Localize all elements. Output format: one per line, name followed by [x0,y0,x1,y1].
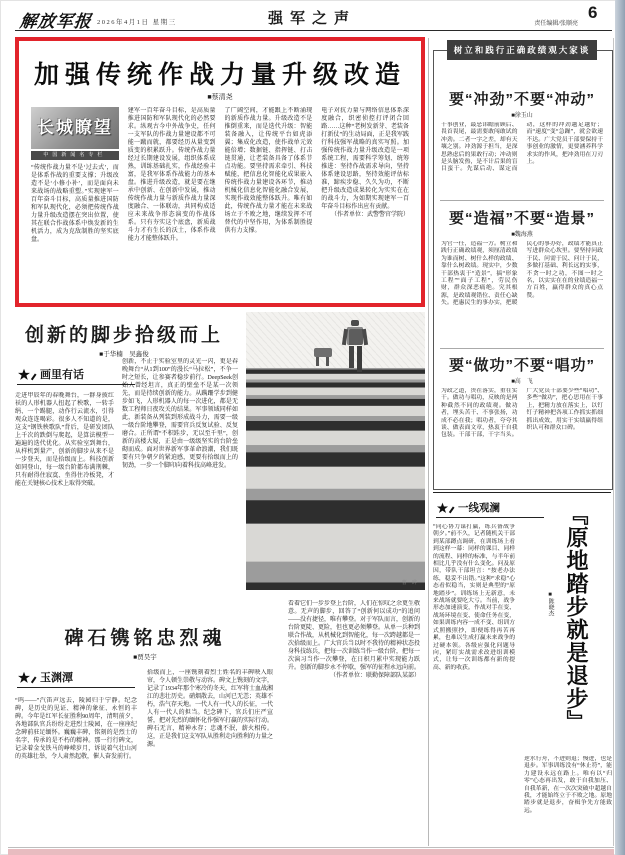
lead-body [31,107,409,295]
yixian-badge-label: 一线观澜 [458,502,500,514]
mid-continuation-column [288,600,420,844]
vertical-headline: 『原地踏步就是退步』 [564,503,589,733]
mid-continuation-text: 看着它们一步步登上台阶，人们在惊叹之余更生敬意。无声的脚步，回答了“创新何以成功”的追问——没有捷径，唯有攀登。对于军队而言，创新的台阶更陡、更险，但也更必须攀登。从单一兵种到联合作战，从机械化到智能化，每一次跨越都是一次拾级而上。广大官兵当以时不我待的精神状态投身科技练兵，把每一次训练当作一级台阶，把每一次演习当作一次攀登，在日积月累中实现能力跃升。创新的脚步永不停歇，强军的征程永远向前。 [288,601,420,671]
masthead-logo: 解放军报 [18,12,93,31]
bottom-article-author: ■贾昊宇 [133,654,157,661]
guandian-lower-column: 逆水行舟，不进则退；慢进，也是退步。军事训练没有“休止符”，能力建设永远在路上。唯有以“归零”心态再出发，敢于自我加压、自我革新，在一次次突破中超越自我，才能始终立于不败之地。原地踏步就是退步，奋楫争先方能致远。 [524,756,612,814]
robot-leg-right [357,346,362,372]
badge-slash-icon [31,676,36,683]
lead-author: ■蔡清尧 [207,93,233,101]
mid-article-headline: 创新的脚步拾级而上 [24,325,223,346]
rail-article-3-author: ■高 飞 [511,379,533,385]
lead-author-affiliation: （作者单位：武警警官学院） [330,212,409,218]
bottom-column-2: 拾级而上，一座镌刻着烈士姓名的丰碑映入眼帘，令人顿生崇敬与动容。碑文上镌刻的文字，记录了1934年那个寒冷的冬天，红军将士血战湘江的悲壮历史。硝烟散去，山河已无恙；英雄不朽，浩气存天地。一代人有一代人的长征，一代人有一代人的担当。纪念碑下，官兵们庄严宣誓，把对先烈的缅怀化作强军打赢的实际行动。碑石无言，精神永存；忠魂不泯，薪火相传。这，正是我们这支军队从胜利走向胜利的力量之源。 [147,670,273,748]
great-wall-column-logo [31,107,119,149]
robot-stairs-illustration [246,312,425,590]
guandian-left-column: “同心协力谋打赢，练兵备战争朝夕。”前不久，记者随机关干部到某部蹲点调研，在训练场上看到这样一幕：同样的课目、同样的流程、同样的标准，与半年前相比几乎没有什么变化。问及原因，带队干部坦言：“按老办法练，稳妥不出错。”这种“求稳”心态看似稳当，实则是典型的“原地踏步”。训练场上无新意，未来战场就要吃大亏。当前，战争形态加速演变，作战对手在变、战场环境在变、使命任务在变，如果训练内容一成不变、组训方式照搬照抄，即便练得再苦再累，也难以生成打赢未来战争的过硬本领。各级应强化问题导向，紧盯实战需求改进组训模式，让每一次训练都有新的提高、新的收获。 [433,524,515,671]
yuyuantan-badge [17,669,135,688]
badge-slash-icon [31,373,36,380]
robot-dog-leg-front [316,357,319,366]
header-rule [15,30,612,31]
publication-date: 2026年4月1日 星期三 [97,19,177,26]
lead-column-1-text: “传统作战力量不是‘过去式’，而是体系作战的重要支撑；升级改造不是‘小修小补’，而是面向未来战场的战略重塑。”实现建军一百年奋斗目标，高质量推进国防和军队现代化，必须把传统作战力量升级改造摆在突出位置，使其在联合作战体系中焕发新的生机活力，成为克敌制胜的坚实底盘。 [31,165,119,243]
star-icon [17,368,31,382]
robot-torso [347,327,363,345]
right-edge-rule [613,38,614,846]
lead-column-4-text: 电子对抗力量与网络信息体系深度融合，织密侦控打评闭合回路……这种“老树发新芽、老装备打新仗”的生动局面，正是我军践行科技强军战略的真实写照。加强传统作战力量升级改造是一项系统工程，需要科学筹划、统筹推进：坚持作战需求导向，坚持体系建设思路，坚持效能评估标准，蹄疾步稳、久久为功，不断把升级改造成果转化为实实在在的战斗力，为如期实现建军一百年奋斗目标作出应有贡献。 [321,108,409,210]
star-icon [17,671,31,685]
huali-badge-label: 画里有话 [40,369,84,381]
series-title-box: 树立和践行正确政绩观大家谈 [447,40,597,60]
badge-slash-icon [449,506,454,513]
lead-column-1 [31,107,119,295]
column-logo-subtitle: 中国新闻名专栏 [31,151,119,160]
yixian-guanlan-badge [436,500,544,518]
lead-headline: 加强传统作战力量升级改造 [33,61,406,89]
mid-column-right: 创新，不止于实验室里的灵光一闪，更是春晚舞台“从1到100”的漫长“马拉松”，不争一时之短长，让参赛者稳步前行。DeepSeek创始人曾经坦言，真正的壁垒不是某一次领先，而是持续创新的能力。从蹒跚学步到健步如飞，人形机器人的每一次进化，都是无数工程师日夜攻关的结果。军事领域同样如此，新装备从列装到形成战斗力，需要一级一级台阶地攀登，需要官兵反复试验、反复磨合。正所谓“不积跬步，无以至千里”，创新的高楼大厦，正是由一级级坚实的台阶垒砌而成。面对世界新军事革命浪潮，我们既要有只争朝夕的紧迫感，更要有拾级而上的韧劲，一步一个脚印向着科技高峰进发。 [122,359,238,469]
huali-youhua-badge [17,366,135,385]
column-separator-rule [428,38,429,846]
mid-article-authors: ■于华楠 吴鑫俊 [99,351,149,358]
vertical-headline-author: ■陈晓杰 [547,592,553,616]
rail-article-1-headline: 要“冲劲”不要“冲动” [448,91,595,108]
rail-article-divider-1 [440,200,604,201]
section-title: 强军之声 [267,10,356,27]
column-logo-title: 长城瞭望 [36,118,113,137]
robot-head [351,320,359,326]
lead-column-2: 建军一百年奋斗目标，是高质量推进国防和军队现代化的必然要求。纵观古今中外战争史，任何一支军队的作战力量建设都不可能一蹴而就，都要经历从量变到质变的积累跃升。传统作战力量经过长期建设发展，组织体系成熟，训练基础扎实，作战经验丰富，是我军体系作战能力的基本盘。推进升级改造，就是要在继承中创新、在创新中发展，推动传统作战力量与新质作战力量深度融合、一体联动，共同构成适应未来战争形态演变的作战体系。只有夯实这个底盘，新质战斗力才有生长的沃土，体系作战能力才能整体跃升。 [127,108,216,242]
humanoid-robot-figure [342,320,368,376]
mid-author-affiliation: （作者单位：联勤保障部队某部） [329,673,420,679]
robot-leg-left [349,346,354,368]
illustration-signature: 曹 晔 [401,581,419,586]
star-icon [436,502,449,515]
adjacent-page-edge [615,0,625,855]
lead-column-3: 了广阔空间，才能跟上不断涌现的新质作战力量。升级改造不是推倒重来，而是迭代升级：智能装备融入，让传统平台如虎添翼；集成化改造，使作战单元效能倍增；数据链、指挥链、打击链贯通，让老装备具备了体系节点功能。要坚持需求牵引、科技赋能，把信息化智能化成果嵌入传统作战力量建设各环节，推动机械化信息化智能化融合发展，实现作战效能整体跃升。唯有如此，传统作战力量才能在未来战场立于不败之地，继续发挥不可替代的中坚作用，为体系制胜提供有力支撑。 [224,108,313,234]
bottom-margin-rule [8,847,614,848]
rail-article-divider-2 [440,348,604,349]
robot-dog-figure [312,346,336,366]
robot-dog-body [314,348,332,357]
rail-article-1-author: ■徐玉山 [511,113,533,119]
robot-arm-right [362,329,368,345]
editor-credit: 责任编辑/张顺亮 [534,21,578,27]
rail-article-2-body: 为官一任，造福一方。树立和践行正确政绩观，须厘清政绩为谁而树、树什么样的政绩、靠什么树政绩。现实中，少数干部热衷于“造景”，搞“形象工程”“面子工程”，劳民伤财，群众深恶痛绝。究其根源，是政绩观错位、责任心缺失。把惠民生的事办实，把暖民心的事办好，政绩才能真正写进群众心坎里。要坚持问政于民、问需于民、问计于民，多做打基础、利长远的实事，不贪一时之功，不图一时之名，以实实在在的业绩造福一方百姓，赢得群众的真心点赞。 [441,241,603,307]
lead-article-box [15,37,425,307]
rail-article-2-headline: 要“造福”不要“造景” [448,210,595,227]
rail-article-3-body: 为政之道，贵在落实，重在实干。做功与唱功，反映的是两种截然不同的政绩观。做功者，埋头苦干、不事张扬，功成不必在我；唱功者，夸夸其谈、做表面文章，热衷于自我包装。干部干部，干字当头。广大党员干部要少些“唱功”、多些“做功”，把心思用在干事上，把精力放在落实上，以钉钉子精神把各项工作抓实抓细抓出成效，用实干实绩赢得组织认可和群众口碑。 [441,388,603,439]
guandian-section-divider [433,492,611,493]
page-number: 6 [588,3,598,22]
rail-article-3-headline: 要“做功”不要“唱功” [448,357,595,374]
rail-article-2-author: ■魏海燕 [511,232,533,238]
next-page-peek-strip [8,849,614,855]
mid-column-left: 走进甲辰年的春晚舞台，一群身披红袄的人形机器人扭起了秧歌，一转手绢、一个踢腿，动作行云流水，引得观众连连喝彩。很多人不知道的是，这支“钢铁秧歌队”背后，是研发团队上千次的跌倒与爬起，是算法模型一遍遍的迭代优化。从实验室到舞台，从样机到量产，创新的脚步从来不是一步登天，而是拾级而上。科技创新如同登山，每一级台阶都布满荆棘，只有耐得住寂寞、坐得住冷板凳，才能在关键核心技术上取得突破。 [15,393,114,487]
bottom-column-1: “呜——”汽笛声远去，陵园归于宁静。纪念碑，是历史的见证、精神的象征、永恒的丰碑。今年是红军长征胜利90周年，清明前夕，各地部队官兵纷纷走进烈士陵园，在一座座纪念碑前驻足缅怀。巍巍丰碑，铭刻的是烈士的名字，传承的是不朽的精神。那一行行碑文，记录着金戈铁马的峥嵘岁月，诉说着气壮山河的英雄壮举，令人肃然起敬，催人奋发前行。 [15,698,137,760]
lead-column-4 [321,107,409,295]
robot-dog-leg-back [326,357,329,366]
rail-article-1-body: 干事创业，最忌讳瞻前顾后、畏首畏尾，最需要敢闯敢试的冲劲。二者一字之差，却有天壤之别。冲劲源于担当，是深思熟虑后的果敢行动；冲动则是头脑发热，是不计后果的盲目蛮干。先谋后动、谋定而动，这样的冲劲越足越好；而“速度”变“急躁”，就会欲速不达。广大党员干部要保持干事创业的激情，更要涵养科学求实的作风，把冲劲用在刀刃上。 [441,122,603,173]
bottom-article-headline: 碑石镌铭忠烈魂 [64,628,226,649]
yuyuantan-badge-label: 玉渊潭 [40,672,73,684]
